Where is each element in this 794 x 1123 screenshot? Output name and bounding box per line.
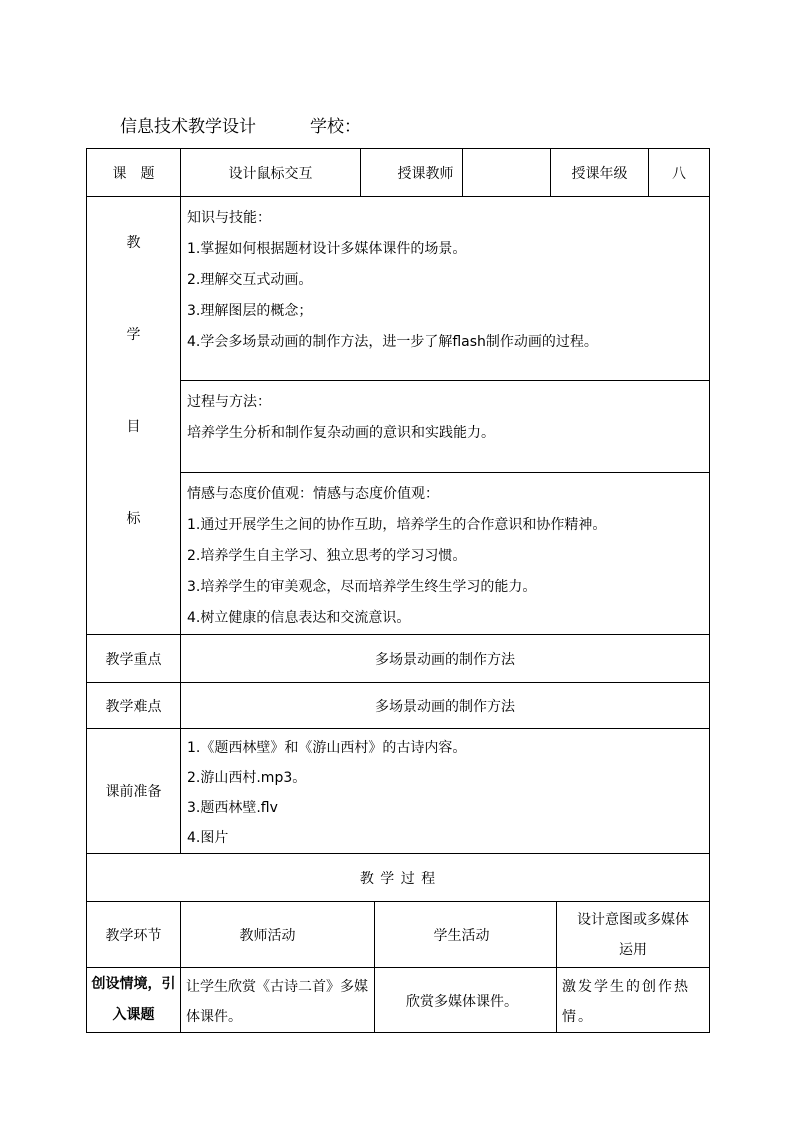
knowledge-title: 知识与技能： bbox=[187, 210, 271, 226]
objectives-label-char-4: 标 bbox=[126, 511, 141, 527]
emotion-item: 3.培养学生的审美观念，尽而培养学生终生学习的能力。 bbox=[187, 579, 537, 595]
objectives-emotion-row bbox=[87, 473, 710, 635]
student-activity-text: 欣赏多媒体课件。 bbox=[406, 994, 518, 1010]
grade-label: 授课年级 bbox=[551, 149, 649, 197]
knowledge-skills-cell bbox=[181, 197, 710, 381]
column-header-intent bbox=[557, 902, 710, 968]
emotion-title: 情感与态度价值观：情感与态度价值观： bbox=[187, 486, 439, 502]
objectives-label-char-2: 学 bbox=[126, 327, 141, 343]
process-item: 培养学生分析和制作复杂动画的意识和实践能力。 bbox=[187, 425, 495, 441]
preparation-row bbox=[87, 729, 710, 854]
knowledge-item: 2.理解交互式动画。 bbox=[187, 272, 313, 288]
process-section-title-row bbox=[87, 854, 710, 902]
document-header bbox=[120, 112, 361, 137]
intent-cell bbox=[557, 968, 710, 1033]
document-title: 信息技术教学设计 bbox=[120, 117, 256, 137]
key-point-row bbox=[87, 635, 710, 683]
topic-label: 课 题 bbox=[87, 149, 181, 197]
column-header-teacher: 教师活动 bbox=[181, 902, 375, 968]
column-header-student: 学生活动 bbox=[375, 902, 557, 968]
lesson-plan-table bbox=[86, 148, 710, 1033]
student-activity-cell bbox=[375, 968, 557, 1033]
knowledge-item: 3.理解图层的概念； bbox=[187, 303, 313, 319]
teacher-activity-text: 让学生欣赏《古诗二首》多媒体课件。 bbox=[186, 979, 368, 1025]
knowledge-item: 1.掌握如何根据题材设计多媒体课件的场景。 bbox=[187, 241, 467, 257]
teacher-value bbox=[463, 149, 551, 197]
school-label: 学校： bbox=[310, 117, 361, 137]
key-point-label: 教学重点 bbox=[87, 635, 181, 683]
topic-value: 设计鼠标交互 bbox=[181, 149, 361, 197]
objectives-knowledge-row bbox=[87, 197, 710, 381]
preparation-item: 2.游山西村.mp3。 bbox=[187, 770, 307, 786]
column-header-intent-text: 设计意图或多媒体运用 bbox=[577, 911, 689, 958]
knowledge-item: 4.学会多场景动画的制作方法，进一步了解flash制作动画的过程。 bbox=[187, 334, 598, 350]
preparation-item: 1.《题西林壁》和《游山西村》的古诗内容。 bbox=[187, 740, 467, 756]
objectives-label-char-1: 教 bbox=[126, 235, 141, 251]
preparation-label: 课前准备 bbox=[87, 729, 181, 854]
objectives-label bbox=[87, 197, 181, 635]
objectives-label-char-3: 目 bbox=[126, 419, 141, 435]
emotion-item: 4.树立健康的信息表达和交流意识。 bbox=[187, 610, 411, 626]
difficulty-row bbox=[87, 683, 710, 729]
teacher-label: 授课教师 bbox=[361, 149, 463, 197]
process-title: 过程与方法： bbox=[187, 394, 271, 410]
column-header-stage: 教学环节 bbox=[87, 902, 181, 968]
info-row bbox=[87, 149, 710, 197]
preparation-item: 4.图片 bbox=[187, 830, 229, 846]
process-section-title: 教 学 过 程 bbox=[87, 854, 710, 902]
difficulty-value: 多场景动画的制作方法 bbox=[181, 683, 710, 729]
grade-value: 八 bbox=[649, 149, 710, 197]
stage-cell bbox=[87, 968, 181, 1033]
emotion-item: 1.通过开展学生之间的协作互助，培养学生的合作意识和协作精神。 bbox=[187, 517, 607, 533]
stage-text: 创设情境，引入课题 bbox=[91, 976, 176, 1023]
process-header-row bbox=[87, 902, 710, 968]
key-point-value: 多场景动画的制作方法 bbox=[181, 635, 710, 683]
difficulty-label: 教学难点 bbox=[87, 683, 181, 729]
process-row bbox=[87, 968, 710, 1033]
process-methods-cell bbox=[181, 381, 710, 473]
emotion-item: 2.培养学生自主学习、独立思考的学习习惯。 bbox=[187, 548, 467, 564]
preparation-cell bbox=[181, 729, 710, 854]
preparation-item: 3.题西林壁.flv bbox=[187, 800, 278, 816]
objectives-process-row bbox=[87, 381, 710, 473]
emotion-attitude-cell bbox=[181, 473, 710, 635]
teacher-activity-cell bbox=[181, 968, 375, 1033]
intent-text: 激发学生的创作热情。 bbox=[562, 979, 690, 1025]
